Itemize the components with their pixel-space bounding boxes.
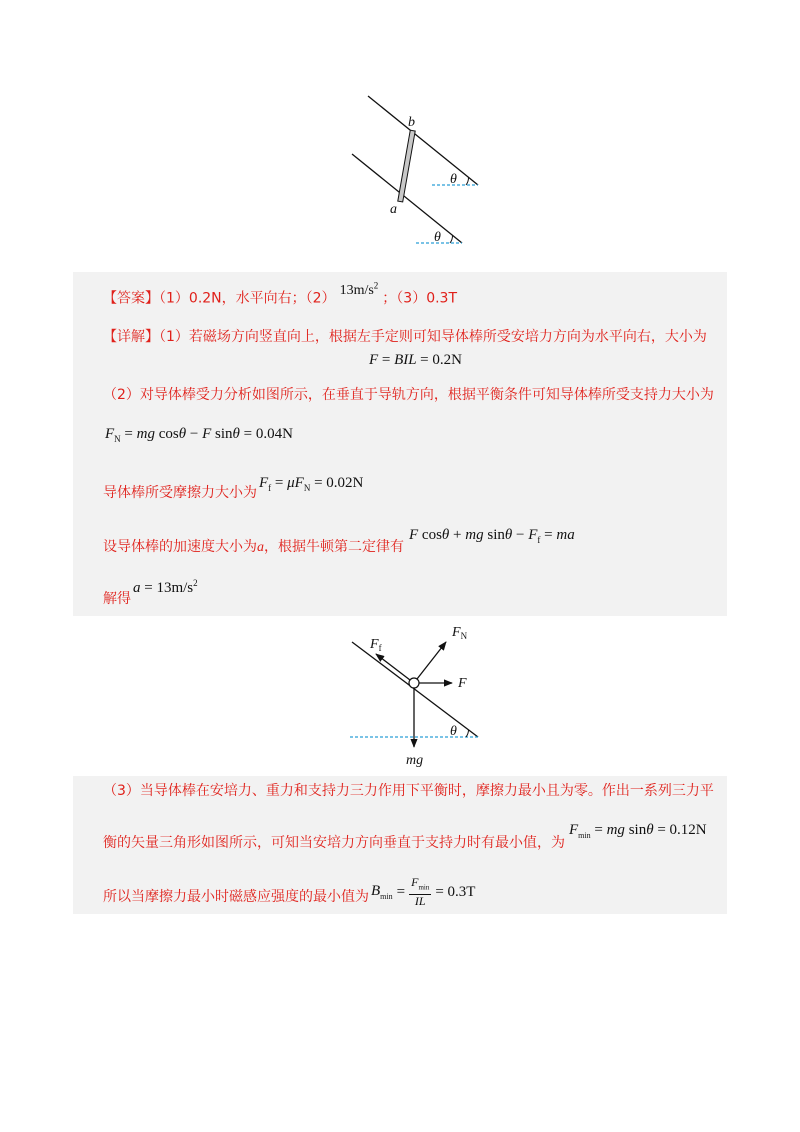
angle-arc: [466, 730, 469, 738]
friction-text: 导体棒所受摩擦力大小为: [103, 485, 257, 501]
part3-panel: [73, 776, 727, 914]
theta-label-top: θ: [450, 172, 457, 187]
answer-line: [103, 280, 458, 309]
normal-force-arrow: [417, 642, 446, 679]
equation-Fmin: $F_{min}$ = mg sinθ = 0.12N: [569, 822, 707, 840]
theta-label-bottom: θ: [434, 230, 441, 245]
acceleration-line: 设导体棒的加速度大小为a，根据牛顿第二定律有: [103, 539, 404, 555]
part3-line-1: （3）当导体棒在安培力、重力和支持力三力作用下平衡时，摩擦力最小且为零。作出一系列三力平: [103, 783, 714, 799]
conductor-rod: [398, 130, 415, 202]
angle-arc-bottom: [450, 236, 453, 244]
detail-tag: 【详解】: [103, 329, 159, 345]
answer-panel: [73, 272, 727, 616]
force-diagram: [340, 620, 500, 770]
detail-line-1: [103, 328, 707, 346]
equation-F: F = BIL = 0.2N: [369, 352, 462, 368]
detail-line-2: （2）对导体棒受力分析如图所示，在垂直于导轨方向，根据平衡条件可知导体棒所受支持力大小为: [103, 387, 714, 403]
part3-line-3: 所以当摩擦力最小时磁感应强度的最小值为: [103, 889, 369, 905]
detail-text-1: （1）若磁场方向竖直向上，根据左手定则可知导体棒所受安培力方向为水平向右，大小为: [159, 329, 707, 345]
label-mg: mg: [406, 753, 424, 768]
equation-Ff: $F_f = \mu F_N = 0.02N$: [259, 475, 364, 493]
equation-FN: $F_N$ = mg cosθ − F sinθ = 0.04N: [105, 426, 293, 444]
friction-line: [103, 484, 257, 502]
equation-Bmin: $B_{min}$ = $F_{min}$ IL = 0.3T: [371, 875, 476, 909]
label-theta: θ: [450, 724, 457, 739]
answer-acceleration: $13m/s^2$: [339, 280, 379, 298]
label-Ff: $F_f$: [370, 637, 382, 653]
angle-arc-top: [466, 178, 469, 186]
rails-diagram: [340, 90, 500, 260]
part3-line-2: 衡的矢量三角形如图所示，可知当安培力方向垂直于支持力时有最小值，为: [103, 835, 565, 851]
solve-line: 解得: [103, 591, 131, 607]
label-F: F: [458, 676, 467, 691]
rod-label-a: a: [390, 202, 397, 217]
upper-rail: [368, 96, 478, 185]
friction-arrow: [376, 654, 410, 680]
equation-a: $a = 13m/s^2$: [133, 578, 198, 596]
rod-cross-section: [409, 678, 419, 688]
equation-newton: F cosθ + mg $\sin\theta - F_f$ = ma: [409, 527, 575, 545]
rod-label-b: b: [408, 115, 415, 130]
answer-tag: 【答案】: [103, 290, 159, 307]
label-FN: $F_N$: [452, 625, 468, 641]
answer-part1: （1）0.2N，水平向右；（2）: [159, 290, 336, 307]
answer-part3: ；（3）0.3T: [382, 290, 458, 307]
